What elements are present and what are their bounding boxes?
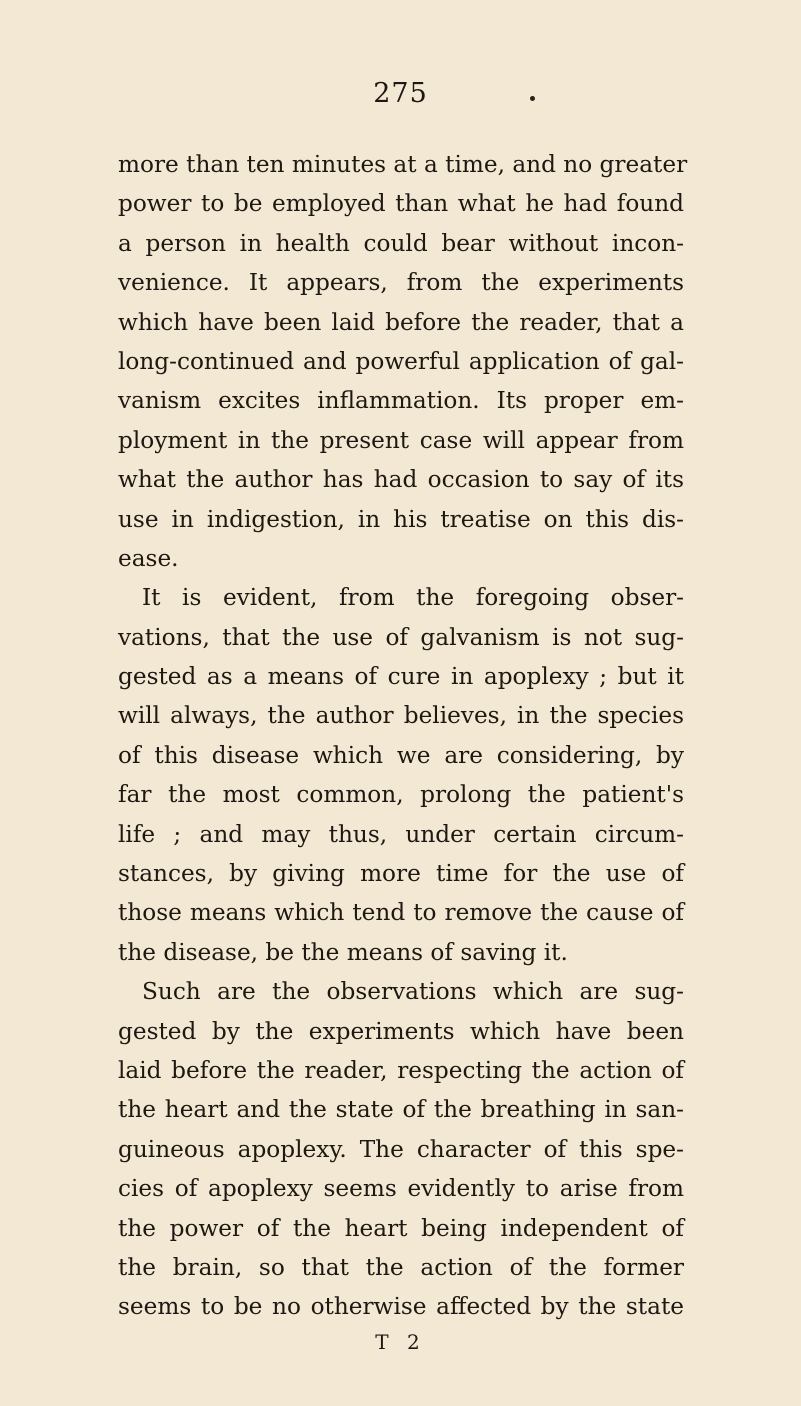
text-line: use in indigestion, in his treatise on this dis- — [118, 505, 684, 533]
text-line: venience. It appears, from the experiments — [118, 269, 684, 297]
page-number: 275 — [373, 78, 428, 109]
text-line: life ; and may thus, under certain circum- — [118, 820, 684, 848]
text-line: the brain, so that the action of the former — [118, 1253, 684, 1281]
signature-mark: T 2 — [375, 1330, 426, 1354]
text-line: the disease, be the means of saving it. — [118, 938, 568, 966]
text-line: long-continued and powerful application of gal- — [118, 347, 684, 375]
text-line: far the most common, prolong the patient's — [118, 781, 684, 809]
text-line: vations, that the use of galvanism is not sug- — [118, 623, 684, 651]
text-line: what the author has had occasion to say of its — [118, 466, 684, 494]
text-line: cies of apoplexy seems evidently to arise from — [118, 1175, 684, 1203]
paragraph-start-line: Such are the observations which are sug- — [142, 978, 684, 1006]
body-text — [118, 145, 688, 1327]
text-line: ployment in the present case will appear from — [118, 426, 684, 454]
text-line: will always, the author believes, in the species — [118, 702, 684, 730]
paragraph-start-line: It is evident, from the foregoing obser- — [142, 584, 684, 612]
text-line: which have been laid before the reader, that a — [118, 308, 684, 336]
text-line: gested by the experiments which have been — [118, 1017, 684, 1045]
text-line: gested as a means of cure in apoplexy ; but it — [118, 663, 684, 691]
text-line: of this disease which we are considering, by — [118, 741, 684, 769]
text-line: more than ten minutes at a time, and no greater — [118, 151, 688, 178]
text-line: ease. — [118, 544, 179, 572]
text-line: guineous apoplexy. The character of this spe- — [118, 1135, 684, 1163]
text-line: laid before the reader, respecting the action of — [118, 1056, 684, 1084]
text-line: stances, by giving more time for the use of — [118, 860, 684, 888]
text-line: the heart and the state of the breathing in san- — [118, 1096, 684, 1124]
text-line: those means which tend to remove the cause of — [118, 899, 684, 927]
text-line: the power of the heart being independent of — [118, 1214, 684, 1242]
text-line: vanism excites inflammation. Its proper em- — [118, 387, 684, 415]
print-mark — [530, 96, 535, 101]
text-line: a person in health could bear without incon- — [118, 229, 684, 257]
text-line: seems to be no otherwise affected by the state — [118, 1293, 684, 1321]
text-line: power to be employed than what he had found — [118, 190, 684, 218]
